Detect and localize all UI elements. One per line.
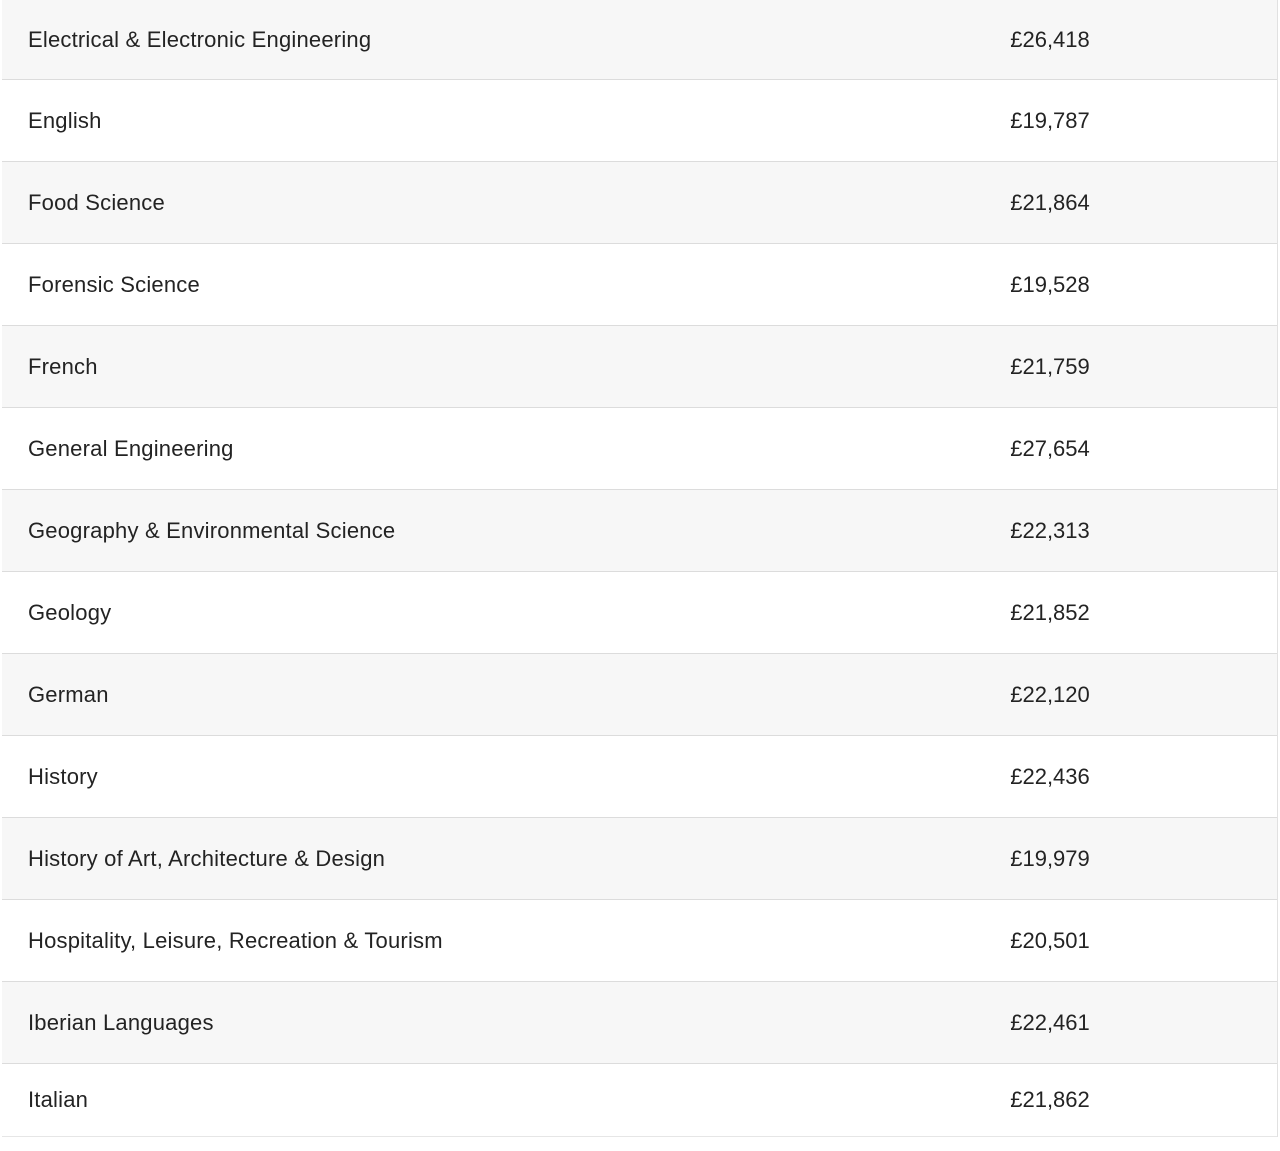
salary-cell: £19,979: [1010, 845, 1090, 871]
subject-cell: General Engineering: [28, 435, 234, 461]
subject-cell: Forensic Science: [28, 271, 200, 297]
table-row: [2, 654, 1277, 736]
salary-cell: £22,461: [1010, 1009, 1090, 1035]
table-row: [2, 162, 1277, 244]
salary-cell: £22,120: [1010, 681, 1090, 707]
table-row: [2, 408, 1277, 490]
salary-cell: £21,864: [1010, 189, 1090, 215]
table-row: [2, 900, 1277, 982]
salary-cell: £26,418: [1010, 26, 1090, 52]
salary-cell: £22,436: [1010, 763, 1090, 789]
subject-cell: French: [28, 353, 98, 379]
subject-cell: Geology: [28, 599, 112, 625]
table-row: [2, 326, 1277, 408]
salary-cell: £20,501: [1010, 927, 1090, 953]
table-row: [2, 490, 1277, 572]
subject-cell: History of Art, Architecture & Design: [28, 845, 386, 871]
salary-cell: £19,787: [1010, 107, 1090, 133]
subject-cell: Italian: [28, 1087, 89, 1112]
salary-cell: £21,852: [1010, 599, 1090, 625]
subject-cell: Electrical & Electronic Engineering: [28, 26, 372, 52]
salary-cell: £22,313: [1010, 517, 1090, 543]
table-row: [2, 0, 1277, 80]
table-row: [2, 982, 1277, 1064]
table-row: [2, 818, 1277, 900]
subject-cell: Geography & Environmental Science: [28, 517, 396, 543]
subject-cell: Iberian Languages: [28, 1009, 214, 1035]
table-row: [2, 572, 1277, 654]
salary-table: [2, 0, 1278, 1137]
subject-cell: Food Science: [28, 189, 165, 215]
subject-cell: Hospitality, Leisure, Recreation & Tourism: [28, 927, 443, 953]
salary-cell: £21,759: [1010, 353, 1090, 379]
subject-cell: English: [28, 107, 102, 133]
salary-cell: £21,862: [1010, 1087, 1090, 1112]
salary-cell: £19,528: [1010, 271, 1090, 297]
table-row: [2, 80, 1277, 162]
subject-cell: History: [28, 763, 98, 789]
salary-cell: £27,654: [1010, 435, 1090, 461]
table-row: [2, 1064, 1277, 1137]
subject-cell: German: [28, 681, 109, 707]
table-row: [2, 244, 1277, 326]
table-row: [2, 736, 1277, 818]
